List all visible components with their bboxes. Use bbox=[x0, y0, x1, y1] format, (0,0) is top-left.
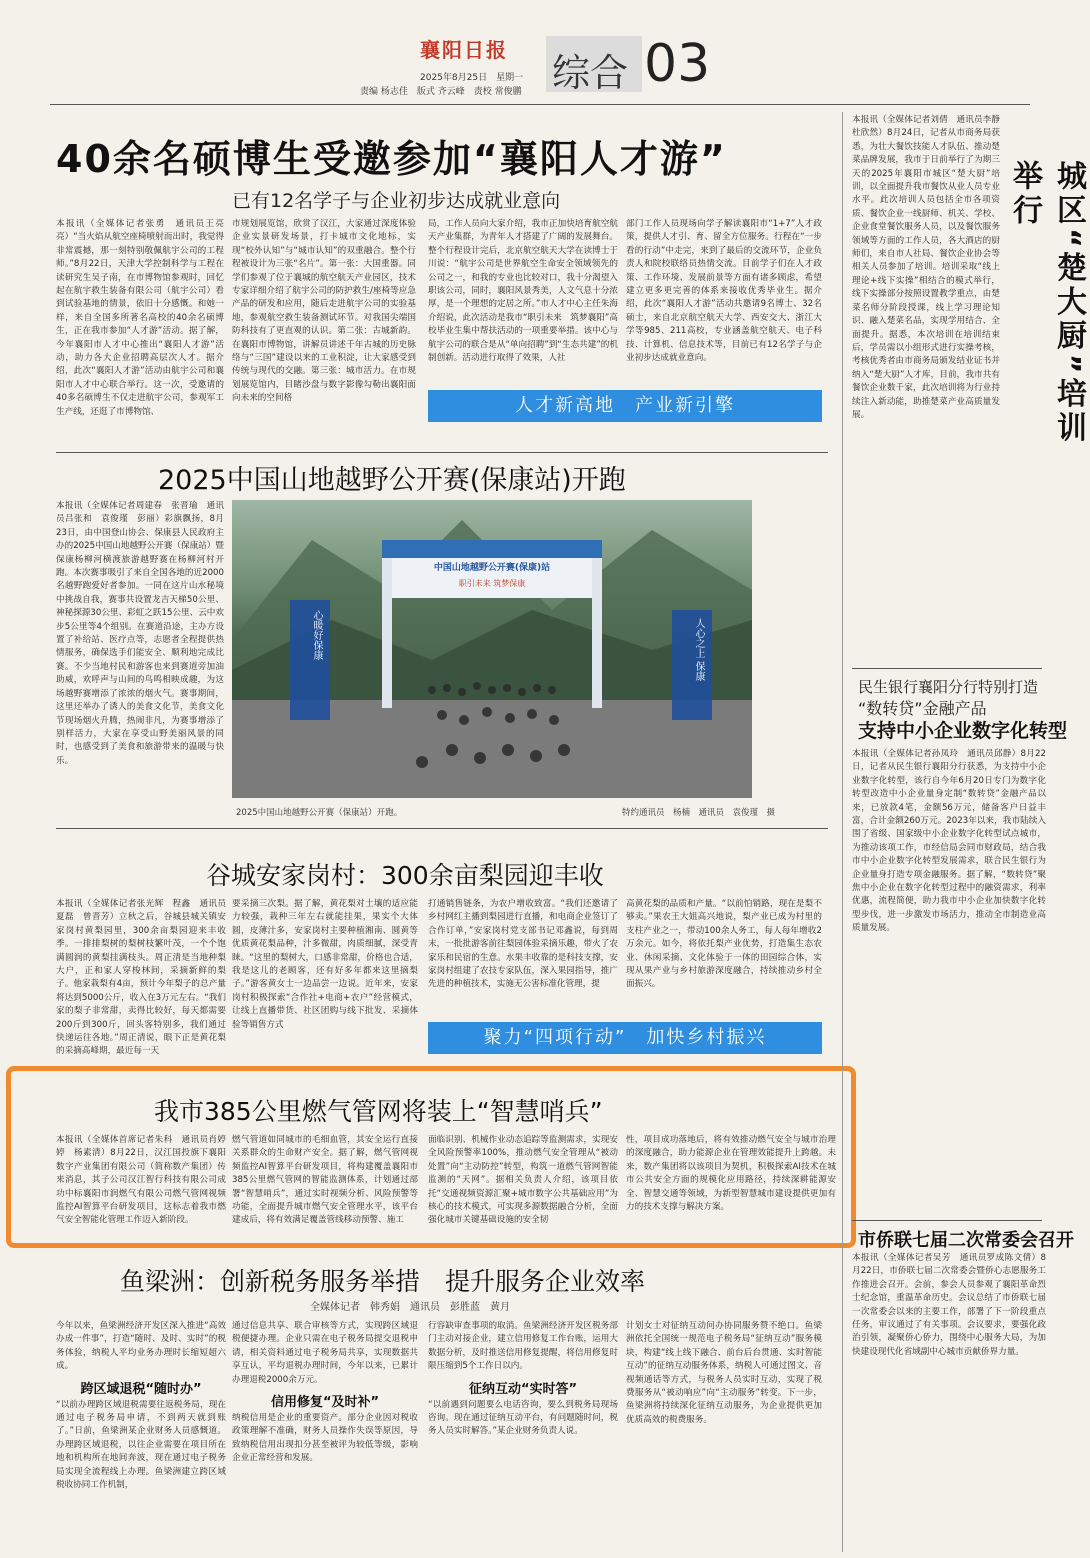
divider bbox=[56, 452, 828, 453]
tax-byline: 全媒体记者 韩秀娟 通讯员 彭胜蓝 黄月 bbox=[310, 1302, 510, 1313]
lead-col-2: 市规划展览馆，欣赏了汉江，大家通过深度体验企业实景研发场景，打卡城市文化地标，实现“校外认知”与“城市认知”的双重融合。整个行程被设计为三张“名片”。第一张：大国重器。同学们参观了位于襄城的航空航天产业园区，技术专家详细介绍了航宇公司的防护救生/座椅等应急产品的研发和应用，随后走进航宇公司的实验基地，参观航空救生装备测试环节。对我国尖端国防科技有了更直观的认识。第二张：古城新韵。在襄阳市博物馆，讲解员讲述千年古城的历史脉络与“三国”建设以来的工业积淀，让大家感受到传统与现代的交融。第三张：城市活力。在市规划展览馆内，目睹沙盘与数字影像勾勒出襄阳面向未来的空间格 bbox=[232, 219, 416, 404]
bank-kicker-2: “数转贷”金融产品 bbox=[858, 699, 987, 718]
pear-headline: 谷城安家岗村：300余亩梨园迎丰收 bbox=[206, 861, 604, 890]
lead-col-3: 局，工作人员向大家介绍，我市正加快培育航空航天产业集群，为青年人才搭建了广阔的发展舞台。整个行程设计完后，北京航空航天大学在读博士于川说：“航宇公司是世界航空生命安全领域领先的公司之一，和我的专业也比较对口，我十分渴望入职该公司，同时，襄阳风景秀美，人文气息十分浓厚，是一个理想的定居之所。”市人才中心主任朱海介绍说，此次活动是我市“职引未来 筑梦襄阳”高校毕业生集中帮扶活动的一项重要举措。该中心与航宇公司的联合是从“单向招聘”到“生态共建”的机制创新。活动进行取得了效果，人社 bbox=[428, 219, 618, 364]
tax-col-1-text-a: 今年以来，鱼梁洲经济开发区深入推进“高效办成一件事”，打造“随时、及时、实时”的税务体验，纳税人平均业务办理时长缩短超六成。 bbox=[56, 1321, 226, 1372]
paper-name: 襄阳日报 bbox=[420, 38, 508, 62]
divider bbox=[852, 1220, 1042, 1221]
qiao-text: 本报讯（全媒体记者吴芳 通讯员罗成陈文倩）8月22日，市侨联七届二次常委会暨侨心志愿服务工作推进会召开。会前，参会人员参观了襄阳革命烈士纪念馆，重温革命历史。会议总结了市侨联七届一次常委会以来的主要工作，部署了下一阶段重点任务，审议通过了有关事项。会议要求，要强化政治引领，凝聚侨心侨力，围绕中心服务大局，为加快建设现代化省域副中心城市贡献侨界力量。 bbox=[852, 1253, 1046, 1357]
gas-col-4: 性，项目成功落地后，将有效推动燃气安全与城市治理的深度融合，助力能源企业在管理效能提升上跨越。未来，数产集团将以该项目为契机，积极探索AI技术在城市公共安全方面的规模化应用路径，持续深耕能源安全、智慧交通等领域，为新型智慧城市建设提供更加有力的技术支撑与解决方案。 bbox=[626, 1135, 836, 1213]
gas-headline: 我市385公里燃气管网将装上“智慧哨兵” bbox=[154, 1097, 603, 1126]
masthead-editors: 责编 杨志佳 版式 齐云峰 责校 常俊鹏 bbox=[360, 87, 522, 97]
tax-col-2-text-b: 纳税信用是企业的重要资产。部分企业因对税收政策理解不准确，财务人员操作失误等原因，导致纳税信用出现扣分甚至被评为较低等级，影响企业正常经营和发展。 bbox=[232, 1413, 418, 1464]
trail-photo bbox=[232, 500, 752, 798]
sidebar-divider bbox=[842, 112, 843, 1552]
lead-col-1: 本报讯（全媒体记者张勇 通讯员王亮亮）“当火焰从航空座椅喷射而出时，我觉得非常震撼，那一刻特别敬佩航宇公司的工程师。”8月22日，天津大学控制科学与工程在读研究生吴子南，在市博物馆参观时，回忆起在航宇救生装备有限公司（航宇公司）看到试验基地的情景，依旧十分感慨。和她一样，来自全国多所著名高校的40余名硕博生，正在我市参加“人才游”活动。据了解，今年襄阳市人才中心推出“襄阳人才游”活动，助力各大企业招聘高层次人才。据介绍，此次“襄阳人才游”活动由航宇公司和襄阳市人才中心联合举行。这一次，受邀请的40多名硕博生不仅走进航宇公司，参观军工生产线，还逛了市博物馆、 bbox=[56, 219, 224, 417]
tax-col-3 bbox=[428, 1320, 618, 1550]
gas-col-3: 面临识别、机械作业动态追踪等监测需求，实现安全风险预警率100%，推动燃气安全管理从“被动处置”向“主动防控”转型，构筑一道燃气管网智能监测的“天网”。据相关负责人介绍，该项目依托“交通视频资源汇聚+城市数字公共基础应用”为核心的技术模式，可实现多源数据融合分析，全面强化城市关键基础设施的安全韧 bbox=[428, 1135, 618, 1226]
chu-title: 城区“楚大厨”培训举行 bbox=[1007, 160, 1086, 446]
chu-text: 本报讯（全媒体记者刘倩 通讯员李静 杜欣然）8月24日，记者从市商务局获悉，为壮大餐饮技能人才队伍、推动楚菜品牌发展，我市于日前举行了为期三天的2025年襄阳市城区“楚大厨”培训，以全面提升我市餐饮从业人员专业水平。此次培训人员包括全市各项资质、餐饮企业一线厨师、机关、学校、企业食堂餐饮服务人员，以及餐饮服务领域等方面的工作人员，各大酒店的厨师们，来自市人社局、餐饮企业协会等相关人员参加了培训。培训采取“线上理论+线下实操”相结合的模式举行，线下实操部分按照设置教学重点，由楚菜名师分阶段授课，线上学习理论知识、融入楚菜名品，实现学用结合、全面提升。据悉，本次培训在培训结束后，学员需以小组形式进行实操考核，考核优秀者由市商务局颁发结业证书并纳入“楚大厨”人才库，目前，我市共有餐饮企业数千家，此次培训将为行业持续注入新动能，助推楚菜产业高质量发展。 bbox=[852, 115, 1009, 420]
trail-headline: 2025中国山地越野公开赛(保康站)开跑 bbox=[158, 465, 626, 496]
gas-col-1: 本报讯（全媒体首席记者朱科 通讯员肖婷婷 杨素清）8月22日，汉江国投旗下襄阳数字产业集团有限公司（简称数产集团）传来消息，其子公司汉江智行科技有限公司成功中标襄阳市润燃气有限公司燃气管网视频监控AI智算平台研发项目，这标志着我市燃气安全智能化管理工作迈入新阶段。 bbox=[56, 1135, 226, 1226]
trail-caption: 2025中国山地越野公开赛（保康站）开跑。 bbox=[236, 808, 403, 818]
masthead-rule bbox=[50, 104, 1030, 105]
bank-text: 本报讯（全媒体记者孙凤玲 通讯员邱静）8月22日，记者从民生银行襄阳分行获悉，为支持中小企业数字化转型，该行自今年6月20日专门为数字化转型改造中小企业量身定制“数转贷”金融产品以来，已放款4笔，金额56万元，储备客户日益丰富，合计金额260万元。2023年以来，我市陆续入围了省级、国家级中小企业数字化转型试点城市，为推动该项工作，市经信局会同市财政局，结合我市中小企业数字化转型发展需求，联合民生银行为企业量身打造专项金融服务。据了解，“数转贷”聚焦中小企业在数字化转型过程中的融资需求，利率优惠，流程简便，助力我市中小企业加快数字化转型步伐，进一步激发市场活力，推动全市制造业高质量发展。 bbox=[852, 749, 1046, 934]
photo-flag-left: 心暖好保康 bbox=[311, 610, 322, 660]
lead-col-4: 部门工作人员现场向学子解读襄阳市“1+7”人才政策，提供人才引、育、留全方位服务。行程在“一步看的行动”中走完，来到了最后的交流环节，企业负责人和院校联络员热情交流。目前学子们在人才政策、工作环境、发展前景等方面有诸多顾虑，希望建立更多更完善的体系来接收优秀毕业生。据介绍，此次“襄阳人才游”活动共邀请9名博士、32名硕士，来自北京航空航天大学、西安交大、浙江大学等985、211高校，专业涵盖航空航天、电子科技、计算机、信息技术等，目前已有12名学子与企业初步达成就业意向。 bbox=[626, 219, 822, 364]
tax-headline: 鱼梁洲：创新税务服务举措 提升服务企业效率 bbox=[120, 1267, 646, 1296]
divider bbox=[56, 828, 828, 829]
divider bbox=[852, 668, 1042, 669]
tax-col-1 bbox=[56, 1320, 226, 1550]
tax-col-2-text-a: 通过信息共享、联合审核等方式，实现跨区域退税便捷办理。企业只需在电子税务局提交退税申请，相关资料通过电子税务局共享，实现数据共享互认，平均退税办理时间，今年以来，已累计办理退税2000余万元。 bbox=[232, 1321, 418, 1385]
masthead-date: 2025年8月25日 星期一 bbox=[420, 73, 524, 83]
page-number: 03 bbox=[644, 34, 711, 94]
tax-col-1-text-b: “以前办理跨区域退税需要往返税务局，现在通过电子税务局申请，不到两天就到账了。”日前，鱼梁洲某企业财务人员感慨道。办理跨区域退税，以往企业需要在项目所在地和机构所在地间奔波，现在通过电子税务局实现全流程线上办理。鱼梁洲建立跨区域税收协同工作机制， bbox=[56, 1399, 226, 1491]
pear-col-1: 本报讯（全媒体记者张光辉 程鑫 通讯员夏磊 曾晋芳）立秋之后，谷城县城关镇安家岗村黄梨园里，300余亩梨园迎来丰收季。一排排梨树的梨树枝繁叶茂，一个个饱满圆润的黄梨挂满枝头。周正清是当地种梨大户，正和家人穿梭林间，采摘新鲜的梨子。他家栽梨有4亩，预计今年梨子的总产量将达到5000公斤，收入在3万元左右。“我们家的梨子非常甜，卖得比较好，每天都需要200斤到300斤，回头客特别多，我们通过快递运往各地。”周正清说，眼下正是黄花梨的采摘高峰期，最近每一天 bbox=[56, 899, 226, 1057]
photo-banner-top: 中国山地越野公开赛(保康)站 bbox=[433, 563, 551, 573]
qiao-title: 市侨联七届二次常委会召开 bbox=[858, 1230, 1074, 1251]
lead-banner: 人才新高地 产业新引擎 bbox=[428, 390, 822, 422]
pear-col-4: 高黄花梨的品质和产量。“以前怕销路，现在是梨不够卖。”果农王大姐高兴地说，梨产业已成为村里的支柱产业之一，带动100余人务工，每人每年增收2万余元。如今，将依托梨产业优势，打造集生态农业、休闲采摘、文化体验于一体的田园综合体，实现从果产业与乡村旅游深度融合，持续推动乡村全面振兴。 bbox=[626, 899, 822, 990]
tax-subhead-3: 征纳互动“实时答” bbox=[468, 1381, 578, 1397]
tax-subhead-2: 信用修复“及时补” bbox=[270, 1395, 380, 1411]
lead-subhead: 已有12名学子与企业初步达成就业意向 bbox=[232, 190, 561, 212]
masthead bbox=[360, 30, 1080, 100]
tax-subhead-1: 跨区域退税“随时办” bbox=[80, 1381, 202, 1397]
photo-banner-sub: 职引未来 筑梦保康 bbox=[458, 579, 526, 588]
pear-col-3: 打通销售链条，为农户增收致富。“我们还邀请了乡村网红主播到梨园进行直播，和电商企业签订了合作订单，”安家岗村党支部书记邓鑫说，每到周末，一批批游客前往梨园体验采摘乐趣，带火了农家乐和民宿的生意。水果丰收靠的是科技支撑，安家岗村组建了农技专家队伍，深入果园指导，推广先进的种植技术，实施无公害标准化管理，提 bbox=[428, 899, 618, 990]
pear-banner: 聚力“四项行动” 加快乡村振兴 bbox=[428, 1022, 822, 1054]
lead-headline: 40余名硕博生受邀参加“襄阳人才游” bbox=[56, 137, 727, 181]
section-label: 综合 bbox=[552, 51, 629, 95]
photo-flag-right: 人心之上 保康 bbox=[693, 618, 704, 682]
trail-text: 本报讯（全媒体记者周建春 张晋瑜 通讯员吕张和 袁俊瑾 彭丽）彩旗飘扬，8月23日，由中国登山协会、保康县人民政府主办的2025中国山地越野公开赛（保康站）暨保康杨柳河横渡旅游越野赛在杨柳河村开跑。本次赛事吸引了来自全国各地的近2000名越野跑爱好者参加。一同在这片山水秘境中挑战自我，赛事共设置龙吉天梯50公里、神秘探源30公里、彩虹之跃15公里、云中欢步5公里等4个组别。在赛道沿途，主办方设置了补给站、医疗点等，志愿者全程提供热情服务，确保选手们能安全、顺利地完成比赛。不少当地村民和游客也来到赛道旁加油助威，欢呼声与山间的鸟鸣相映成趣，为这场越野赛增添了浓浓的烟火气。赛事期间，这里还举办了诱人的美食文化节，美食文化节现场烟火升腾，热闹非凡，为赛事增添了别样活力，大家在享受山野美丽风景的同时，也感受到了美食和旅游带来的温暖与快乐。 bbox=[56, 501, 224, 766]
tax-col-3-text-b: “以前遇到问题要么电话咨询，要么到税务局现场咨询。现在通过征纳互动平台，有问题随时问，税务人员实时解答。”某企业财务负责人说。 bbox=[428, 1399, 618, 1437]
trail-credit: 特约通讯员 杨楠 通讯员 袁俊瑾 摄 bbox=[622, 808, 776, 818]
bank-title: 支持中小企业数字化转型 bbox=[858, 720, 1068, 742]
pear-col-2: 要采摘三次梨。据了解，黄花梨对土壤的适应能力较强，栽种三年左右就能挂果，果实个大体圆，皮薄汁多，安家岗村主要种植湘南、圆黄等优质黄花梨品种，汁多微甜，肉质细腻，深受青睐。“这里的梨树大，口感非常甜，价格也合适，我是这儿的老顾客，还有好多年都来这里摘梨子。”游客黄女士一边品尝一边说。近年来，安家岗村积极探索“合作社+电商+农户”经营模式，让线上直播带货、社区团购与线下批发、采摘体验等销售方式 bbox=[232, 899, 418, 1030]
tax-col-4: 计划女士对征纳互动问办协同服务赞不绝口。鱼梁洲依托全国统一规范电子税务局“征纳互动”服务模块，构建“线上线下融合、前台后台贯通、实时智能互动”的征纳互动服务体系，纳税人可通过图文、音视频通话等方式，与税务人员实时互动，实现了税费服务从“被动响应”向“主动服务”转变。下一步，鱼梁洲将持续深化征纳互动服务，为企业提供更加优质高效的税费服务。 bbox=[626, 1321, 822, 1425]
tax-col-2 bbox=[232, 1320, 418, 1550]
tax-col-3-text-a: 行容缺审查事项的取消。鱼梁洲经济开发区税务部门主动对接企业，建立信用修复工作台账，运用大数据分析，及时推送信用修复提醒，将信用修复时限压缩到5个工作日以内。 bbox=[428, 1321, 618, 1372]
start-arch-top bbox=[382, 540, 602, 558]
bank-kicker: 民生银行襄阳分行特别打造 bbox=[858, 678, 1039, 696]
gas-col-2: 燃气管道如同城市的毛细血管，其安全运行直接关系群众的生命财产安全。据了解，燃气管网视频监控AI智算平台研发项目，将构建覆盖襄阳市385公里燃气管网的智能监测体系，计划通过部署“智慧哨兵”，通过实时视频分析、风险预警等功能，全面提升城市燃气安全管理水平，该平台建成后，将有效满足覆盖管线移动预警、施工 bbox=[232, 1135, 418, 1226]
